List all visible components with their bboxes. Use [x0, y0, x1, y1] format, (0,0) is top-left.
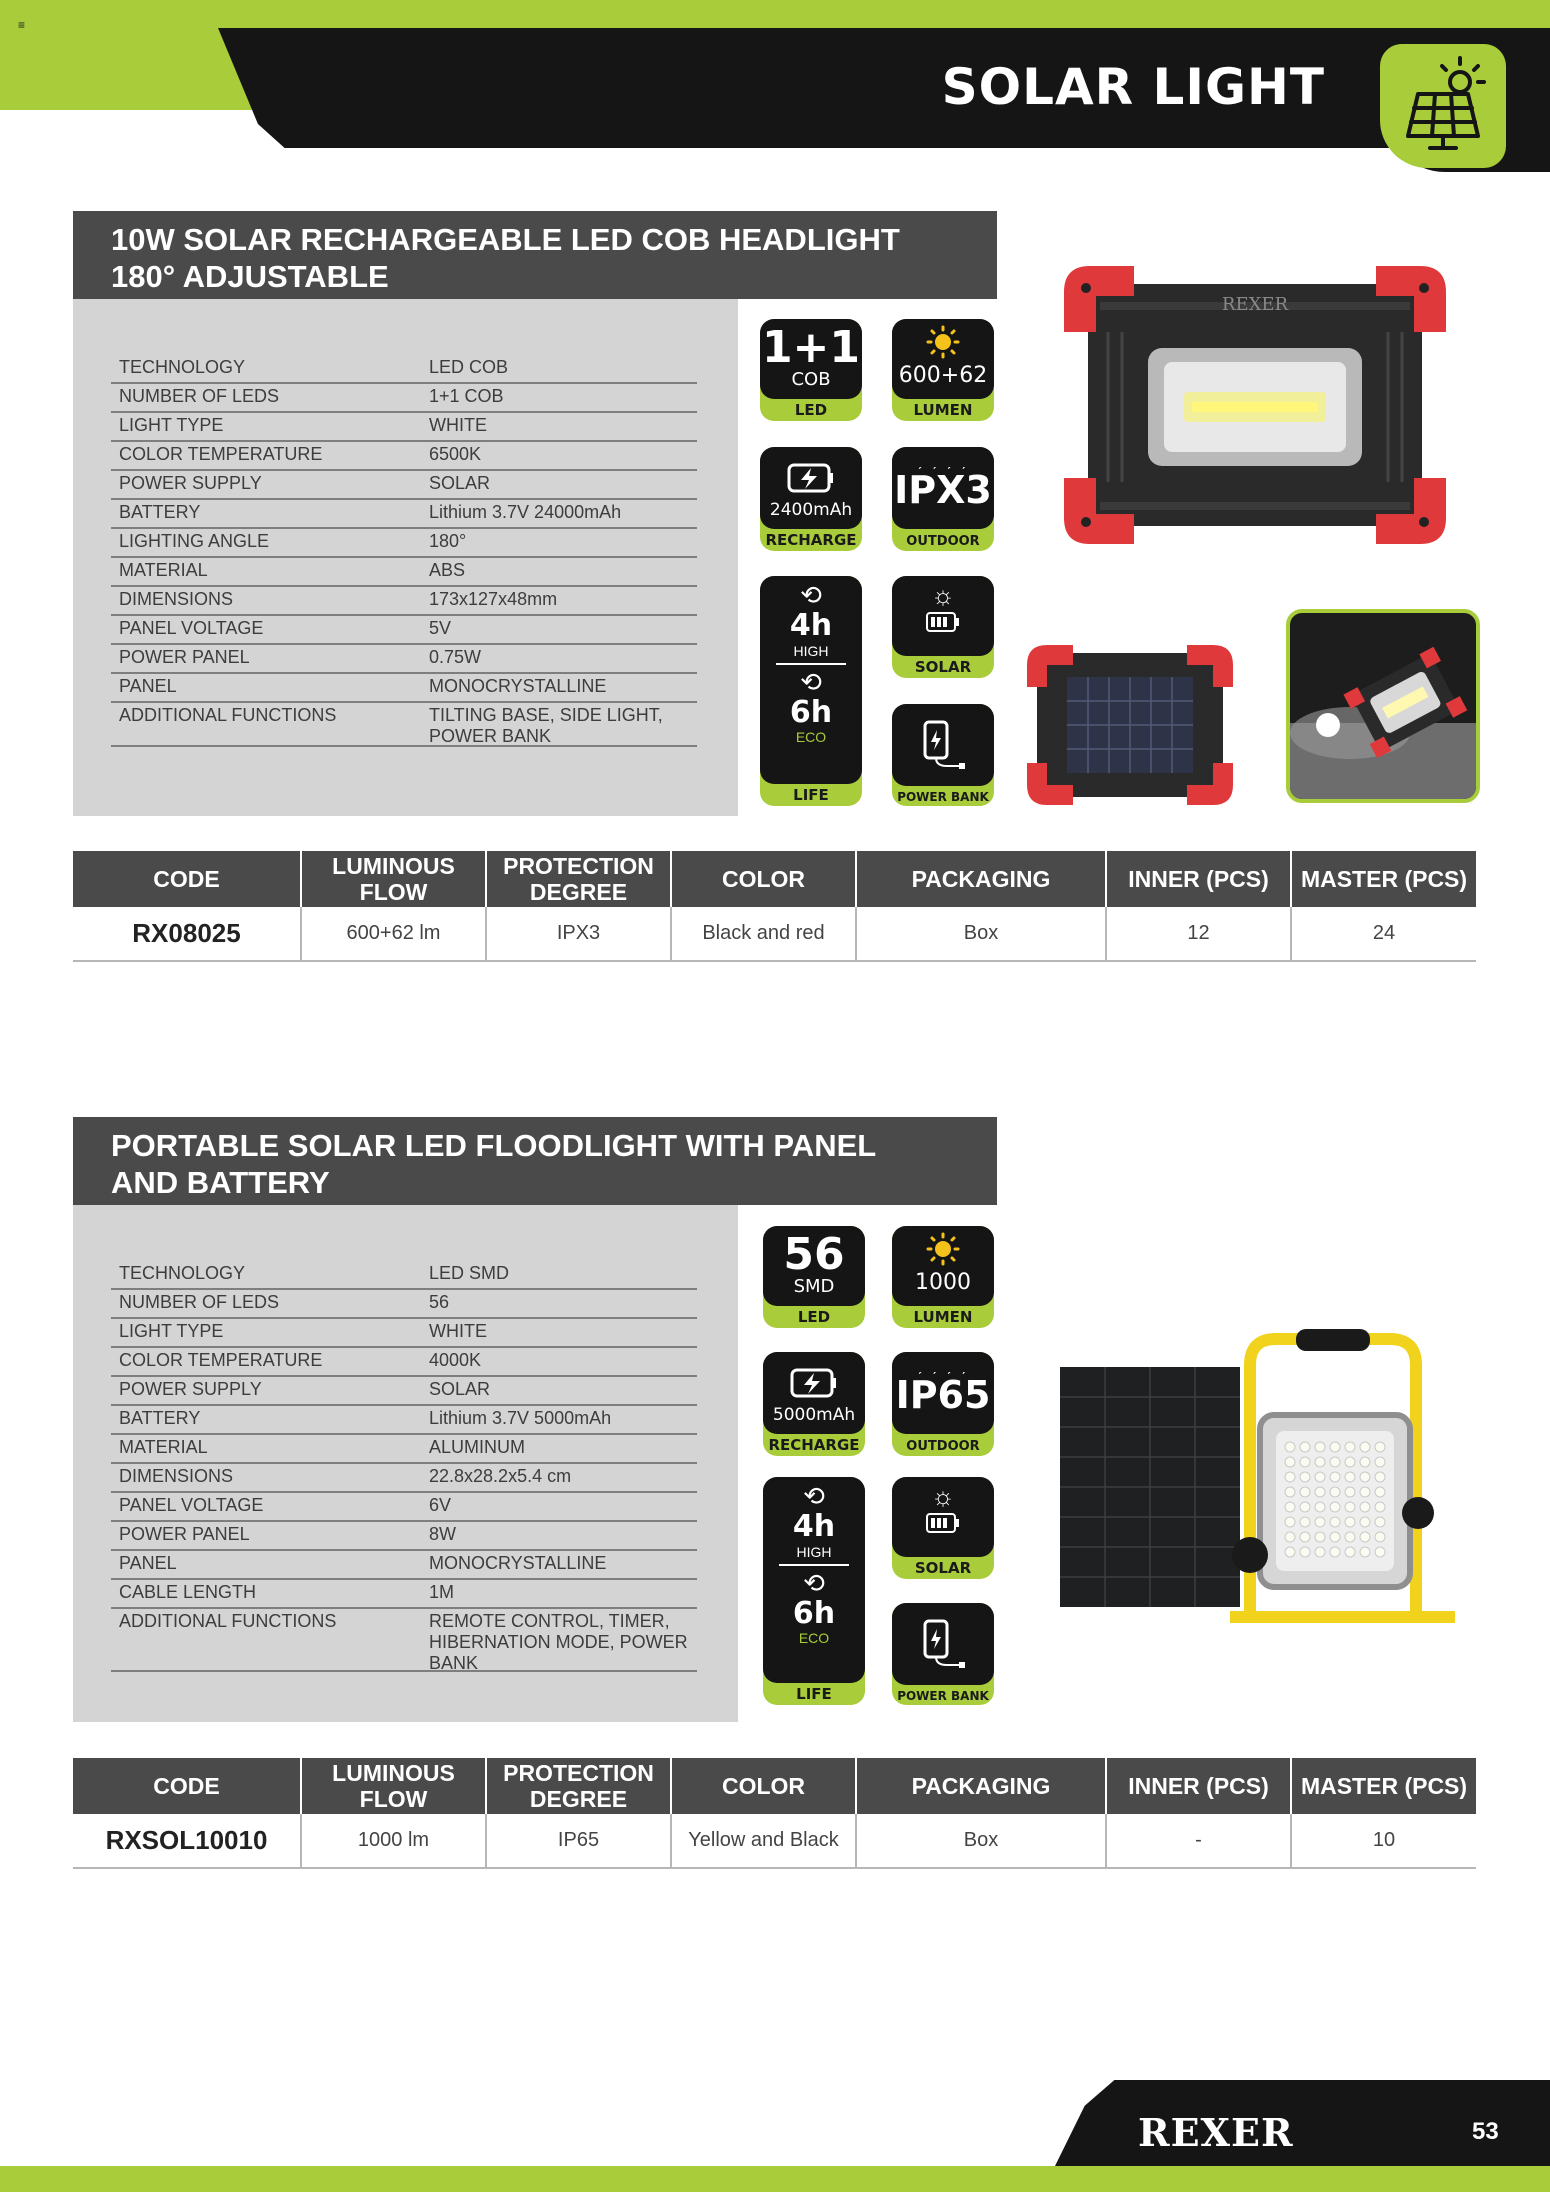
spec-list — [73, 1205, 738, 1722]
table-cell: Box — [856, 907, 1106, 961]
spec-value: REMOTE CONTROL, TIMER, HIBERNATION MODE, POWER BANK — [429, 1611, 688, 1673]
led-value: 56 — [783, 1229, 845, 1280]
table-row — [73, 1814, 1476, 1868]
led-dot — [1345, 1532, 1355, 1542]
spec-row — [111, 674, 697, 703]
spec-value: ABS — [429, 560, 466, 580]
rain-icon: ˏ ˏ ˏ ˏ — [917, 1358, 969, 1374]
spec-value: 6500K — [429, 444, 482, 464]
spec-value: MONOCRYSTALLINE — [429, 1553, 607, 1573]
led-dot — [1375, 1457, 1385, 1467]
solar-label: SOLAR — [914, 1559, 972, 1577]
spec-row — [111, 500, 697, 529]
spec-key: POWER SUPPLY — [119, 473, 262, 493]
led-dot — [1345, 1472, 1355, 1482]
life-high: 4h — [789, 608, 833, 643]
table-header-cell: CODE — [73, 851, 301, 907]
spec-row — [111, 1580, 697, 1609]
spec-value: Lithium 3.7V 24000mAh — [429, 502, 622, 522]
solar-label: SOLAR — [914, 658, 972, 676]
life-eco-label: ECO — [795, 729, 827, 745]
led-dot — [1360, 1487, 1370, 1497]
table-cell: 600+62 lm — [301, 907, 486, 961]
led-dot — [1285, 1487, 1295, 1497]
timer-icon: ⟲ — [800, 667, 822, 697]
recharge-value: 5000mAh — [772, 1405, 856, 1425]
spec-row — [111, 558, 697, 587]
spec-row — [111, 1464, 697, 1493]
header-black-band — [218, 28, 1550, 148]
table-header-cell: LUMINOUS FLOW — [301, 1758, 486, 1814]
led-dot — [1345, 1547, 1355, 1557]
spec-row — [111, 1348, 697, 1377]
recharge-value: 2400mAh — [769, 500, 853, 520]
spec-value: SOLAR — [429, 473, 491, 493]
battery-charge-icon — [785, 461, 837, 495]
spec-value: WHITE — [429, 415, 487, 435]
lumen-badge — [892, 1226, 994, 1328]
lumen-value: 600+62 — [898, 363, 988, 388]
life-high-label: HIGH — [796, 1544, 832, 1560]
led-dot — [1300, 1442, 1310, 1452]
spec-value: 22.8x28.2x5.4 cm — [429, 1466, 572, 1486]
spec-key: PANEL VOLTAGE — [119, 618, 264, 638]
spec-key: MATERIAL — [119, 1437, 208, 1457]
solar-badge — [892, 576, 994, 678]
led-value: 1+1 — [761, 322, 861, 373]
spec-value: 8W — [429, 1524, 456, 1544]
power-bank-icon — [915, 718, 971, 772]
spec-key: BATTERY — [119, 502, 201, 522]
product-title-line2: AND BATTERY — [111, 1165, 330, 1200]
spec-value: LED SMD — [429, 1263, 510, 1283]
led-dot — [1330, 1487, 1340, 1497]
spec-row — [111, 1290, 697, 1319]
led-dot — [1330, 1442, 1340, 1452]
product-title — [73, 211, 997, 299]
led-dot — [1300, 1472, 1310, 1482]
led-sub: COB — [791, 369, 831, 390]
table-header-cell: PACKAGING — [856, 1758, 1106, 1814]
recharge-label: RECHARGE — [765, 531, 857, 549]
product-title-line1: 10W SOLAR RECHARGEABLE LED COB HEADLIGHT — [111, 222, 900, 257]
spec-row — [111, 413, 697, 442]
led-dot — [1315, 1502, 1325, 1512]
spec-key: POWER PANEL — [119, 647, 250, 667]
product-image-main — [1060, 262, 1450, 548]
led-dot — [1285, 1547, 1295, 1557]
timer-icon: ⟲ — [800, 580, 822, 610]
page-title: SOLAR LIGHT — [941, 58, 1325, 116]
spec-value: WHITE — [429, 1321, 487, 1341]
product-brand-logo: REXER — [1221, 294, 1289, 315]
led-badge — [760, 319, 862, 421]
rain-icon: ˏ ˏ ˏ ˏ — [917, 453, 969, 469]
led-dot — [1330, 1502, 1340, 1512]
table-header-cell: PROTECTION DEGREE — [486, 1758, 671, 1814]
spec-key: LIGHTING ANGLE — [119, 531, 270, 551]
led-dot — [1330, 1472, 1340, 1482]
sun-icon — [923, 1232, 963, 1266]
life-high: 4h — [792, 1509, 836, 1544]
spec-key: MATERIAL — [119, 560, 208, 580]
table-header-cell: INNER (PCS) — [1106, 851, 1291, 907]
spec-value: 1M — [429, 1582, 455, 1602]
divider — [776, 663, 846, 665]
spec-key: PANEL VOLTAGE — [119, 1495, 264, 1515]
led-dot — [1285, 1457, 1295, 1467]
led-dot — [1360, 1532, 1370, 1542]
table-header-row — [73, 1758, 1476, 1814]
table-header-cell: PACKAGING — [856, 851, 1106, 907]
battery-icon — [925, 611, 961, 633]
spec-row — [111, 1493, 697, 1522]
table-header-row — [73, 851, 1476, 907]
spec-row — [111, 1522, 697, 1551]
led-dot — [1330, 1517, 1340, 1527]
power-bank-label: POWER BANK — [897, 790, 989, 804]
table-header-cell: INNER (PCS) — [1106, 1758, 1291, 1814]
led-dot — [1315, 1547, 1325, 1557]
ip-label: OUTDOOR — [906, 1439, 980, 1454]
solar-panel-icon — [1380, 44, 1506, 168]
spec-key: BATTERY — [119, 1408, 201, 1428]
led-dot — [1315, 1487, 1325, 1497]
spec-row — [111, 1261, 697, 1290]
spec-key: TECHNOLOGY — [119, 1263, 246, 1283]
led-dot — [1345, 1457, 1355, 1467]
led-dot — [1300, 1547, 1310, 1557]
led-dot — [1285, 1532, 1295, 1542]
spec-key: ADDITIONAL FUNCTIONS — [119, 705, 337, 725]
led-dot — [1345, 1517, 1355, 1527]
spec-key: CABLE LENGTH — [119, 1582, 257, 1602]
spec-key: COLOR TEMPERATURE — [119, 444, 323, 464]
sun-icon — [923, 325, 963, 359]
recharge-label: RECHARGE — [768, 1436, 860, 1454]
table-cell: 1000 lm — [301, 1814, 486, 1868]
spec-row — [111, 1551, 697, 1580]
led-dot — [1360, 1502, 1370, 1512]
led-dot — [1315, 1442, 1325, 1452]
product-title-line2: 180° ADJUSTABLE — [111, 259, 389, 294]
ip-value: IPX3 — [894, 468, 992, 512]
power-bank-badge — [892, 1603, 994, 1705]
spec-row — [111, 1377, 697, 1406]
menu-icon[interactable]: ≡ — [18, 18, 26, 32]
spec-value: MONOCRYSTALLINE — [429, 676, 607, 696]
led-dot — [1345, 1502, 1355, 1512]
footer-green-strip — [0, 2166, 1550, 2192]
led-dot — [1375, 1547, 1385, 1557]
table-header-cell: COLOR — [671, 1758, 856, 1814]
power-bank-icon — [915, 1617, 971, 1671]
lumen-badge — [892, 319, 994, 421]
led-dot — [1300, 1532, 1310, 1542]
spec-value: TILTING BASE, SIDE LIGHT, POWER BANK — [429, 705, 663, 746]
led-label: LED — [797, 1308, 831, 1326]
led-dot — [1345, 1487, 1355, 1497]
ip-value: IP65 — [895, 1373, 991, 1417]
battery-icon — [925, 1512, 961, 1534]
led-dot — [1285, 1472, 1295, 1482]
table-cell: Box — [856, 1814, 1106, 1868]
spec-value: 5V — [429, 618, 452, 638]
life-high-label: HIGH — [793, 643, 829, 659]
led-dot — [1285, 1517, 1295, 1527]
led-dot — [1315, 1457, 1325, 1467]
product-image-in-use — [1286, 609, 1480, 803]
product-table — [73, 851, 1476, 962]
led-dot — [1360, 1547, 1370, 1557]
spec-value: SOLAR — [429, 1379, 491, 1399]
spec-row — [111, 1609, 697, 1672]
life-label: LIFE — [796, 1685, 832, 1703]
spec-row — [111, 1319, 697, 1348]
led-sub: SMD — [793, 1276, 835, 1297]
led-label: LED — [794, 401, 828, 419]
led-dot — [1300, 1487, 1310, 1497]
led-dot — [1375, 1502, 1385, 1512]
spec-key: ADDITIONAL FUNCTIONS — [119, 1611, 337, 1631]
lumen-label: LUMEN — [913, 1308, 973, 1326]
spec-key: TECHNOLOGY — [119, 357, 246, 377]
table-header-cell: LUMINOUS FLOW — [301, 851, 486, 907]
table-header-cell: PROTECTION DEGREE — [486, 851, 671, 907]
life-eco: 6h — [789, 695, 833, 730]
recharge-badge — [760, 447, 862, 551]
led-dot — [1285, 1442, 1295, 1452]
spec-key: PANEL — [119, 676, 177, 696]
power-bank-badge — [892, 704, 994, 806]
spec-key: POWER SUPPLY — [119, 1379, 262, 1399]
spec-value: 1+1 COB — [429, 386, 504, 406]
led-dot — [1315, 1517, 1325, 1527]
table-cell: 24 — [1291, 907, 1476, 961]
led-dot — [1360, 1457, 1370, 1467]
led-dot — [1330, 1457, 1340, 1467]
led-dot — [1285, 1502, 1295, 1512]
sun-outline-icon: ☼ — [931, 1481, 955, 1511]
ip-badge — [892, 447, 994, 551]
table-header-cell: MASTER (PCS) — [1291, 851, 1476, 907]
spec-key: NUMBER OF LEDS — [119, 386, 280, 406]
product-code: RXSOL10010 — [73, 1814, 301, 1868]
spec-row — [111, 616, 697, 645]
table-header-cell: CODE — [73, 1758, 301, 1814]
power-bank-label: POWER BANK — [897, 1689, 989, 1703]
spec-value: 6V — [429, 1495, 452, 1515]
led-dot — [1375, 1472, 1385, 1482]
sun-outline-icon: ☼ — [931, 580, 955, 610]
led-badge — [763, 1226, 865, 1328]
spec-value: LED COB — [429, 357, 509, 377]
led-dot — [1300, 1517, 1310, 1527]
brand-logo: REXER — [1138, 2110, 1294, 2155]
header-green-strip — [0, 0, 1550, 28]
spec-row — [111, 703, 697, 747]
spec-value: 4000K — [429, 1350, 482, 1370]
led-dot — [1375, 1442, 1385, 1452]
led-dot — [1360, 1517, 1370, 1527]
product-title-line1: PORTABLE SOLAR LED FLOODLIGHT WITH PANEL — [111, 1128, 877, 1163]
spec-row — [111, 529, 697, 558]
spec-row — [111, 442, 697, 471]
life-label: LIFE — [793, 786, 829, 804]
spec-row — [111, 645, 697, 674]
life-eco: 6h — [792, 1596, 836, 1631]
lumen-value: 1000 — [915, 1270, 971, 1295]
spec-value: 0.75W — [429, 647, 482, 667]
product-image-floodlight — [1050, 1325, 1470, 1640]
table-header-cell: MASTER (PCS) — [1291, 1758, 1476, 1814]
spec-row — [111, 384, 697, 413]
spec-key: NUMBER OF LEDS — [119, 1292, 280, 1312]
spec-row — [111, 1435, 697, 1464]
led-dot — [1315, 1532, 1325, 1542]
spec-key: LIGHT TYPE — [119, 1321, 224, 1341]
spec-list — [73, 299, 738, 816]
spec-key: PANEL — [119, 1553, 177, 1573]
table-cell: IPX3 — [486, 907, 671, 961]
life-eco-label: ECO — [798, 1630, 830, 1646]
page-number: 53 — [1472, 2118, 1499, 2145]
table-header-cell: COLOR — [671, 851, 856, 907]
spec-row — [111, 355, 697, 384]
table-cell: Yellow and Black — [671, 1814, 856, 1868]
led-dot — [1375, 1487, 1385, 1497]
timer-icon: ⟲ — [803, 1568, 825, 1598]
spec-key: POWER PANEL — [119, 1524, 250, 1544]
ip-badge — [892, 1352, 994, 1456]
table-cell: 12 — [1106, 907, 1291, 961]
table-row — [73, 907, 1476, 961]
divider — [779, 1564, 849, 1566]
spec-key: DIMENSIONS — [119, 1466, 234, 1486]
spec-row — [111, 1406, 697, 1435]
spec-row — [111, 471, 697, 500]
led-dot — [1300, 1502, 1310, 1512]
spec-value: 56 — [429, 1292, 450, 1312]
spec-value: 180° — [429, 531, 467, 551]
led-dot — [1330, 1547, 1340, 1557]
product-table — [73, 1758, 1476, 1869]
led-dot — [1315, 1472, 1325, 1482]
table-cell: 10 — [1291, 1814, 1476, 1868]
life-badge — [760, 576, 862, 806]
led-dot — [1360, 1472, 1370, 1482]
product-title — [73, 1117, 997, 1205]
solar-badge — [892, 1477, 994, 1579]
product-image-back — [1025, 643, 1235, 807]
table-cell: Black and red — [671, 907, 856, 961]
led-dot — [1375, 1532, 1385, 1542]
spec-key: COLOR TEMPERATURE — [119, 1350, 323, 1370]
table-cell: IP65 — [486, 1814, 671, 1868]
spec-value: 173x127x48mm — [429, 589, 558, 609]
ip-label: OUTDOOR — [906, 534, 980, 549]
led-dot — [1375, 1517, 1385, 1527]
table-cell: - — [1106, 1814, 1291, 1868]
led-dot — [1360, 1442, 1370, 1452]
spec-value: Lithium 3.7V 5000mAh — [429, 1408, 612, 1428]
spec-key: LIGHT TYPE — [119, 415, 224, 435]
spec-row — [111, 587, 697, 616]
led-dot — [1300, 1457, 1310, 1467]
recharge-badge — [763, 1352, 865, 1456]
timer-icon: ⟲ — [803, 1481, 825, 1511]
spec-key: DIMENSIONS — [119, 589, 234, 609]
lumen-label: LUMEN — [913, 401, 973, 419]
spec-value: ALUMINUM — [429, 1437, 526, 1457]
battery-charge-icon — [788, 1366, 840, 1400]
led-dot — [1345, 1442, 1355, 1452]
life-badge — [763, 1477, 865, 1705]
product-code: RX08025 — [73, 907, 301, 961]
led-dot — [1330, 1532, 1340, 1542]
